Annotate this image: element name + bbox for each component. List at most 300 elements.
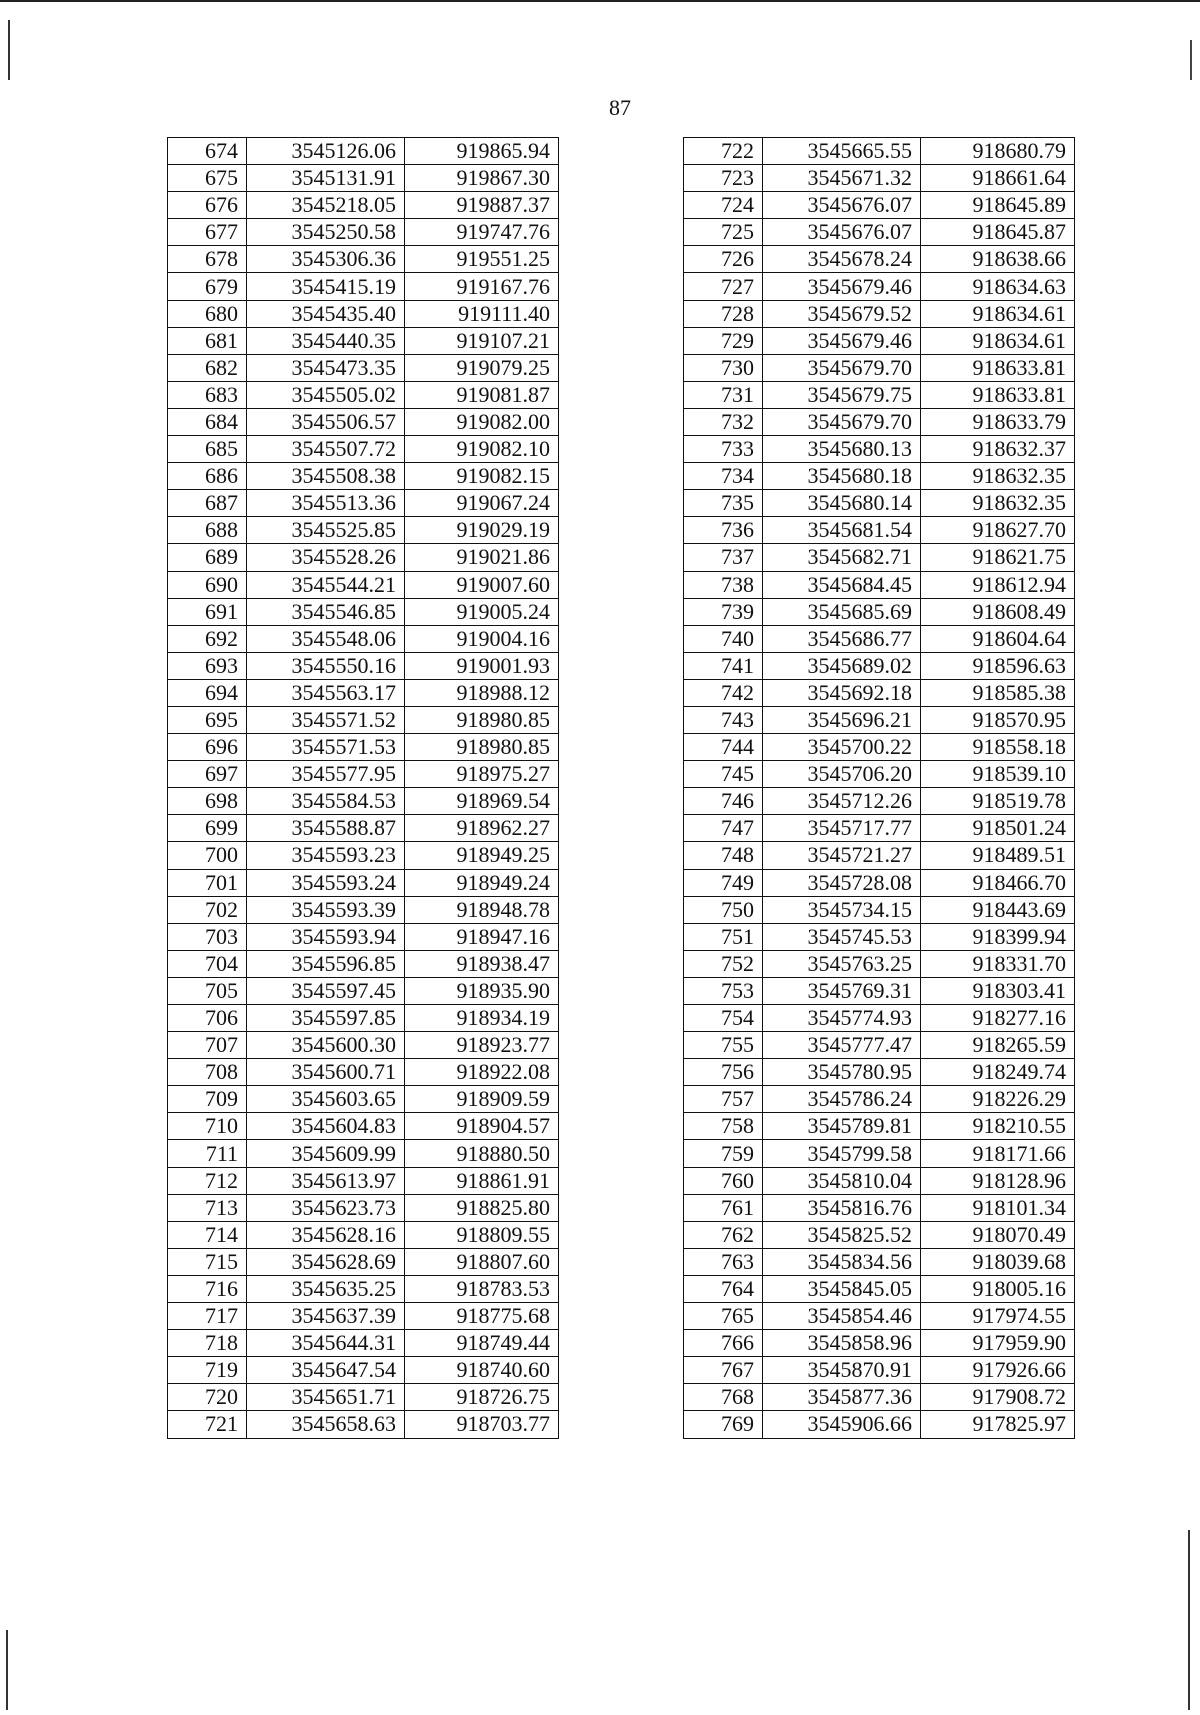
x-coordinate-cell: 3545600.30 (247, 1032, 405, 1059)
point-number-cell: 732 (684, 408, 763, 435)
point-number-cell: 684 (168, 408, 247, 435)
point-number-cell: 750 (684, 896, 763, 923)
x-coordinate-cell: 3545789.81 (763, 1113, 921, 1140)
x-coordinate-cell: 3545508.38 (247, 463, 405, 490)
point-number-cell: 735 (684, 490, 763, 517)
y-coordinate-cell: 918039.68 (921, 1248, 1075, 1275)
y-coordinate-cell: 918749.44 (405, 1330, 559, 1357)
point-number-cell: 738 (684, 571, 763, 598)
x-coordinate-cell: 3545685.69 (763, 598, 921, 625)
y-coordinate-cell: 918947.16 (405, 923, 559, 950)
table-row (168, 544, 559, 571)
y-coordinate-cell: 918703.77 (405, 1411, 559, 1438)
point-number-cell: 761 (684, 1194, 763, 1221)
y-coordinate-cell: 918825.80 (405, 1194, 559, 1221)
table-row (168, 381, 559, 408)
table-row (168, 679, 559, 706)
table-row (168, 1411, 559, 1438)
table-row (168, 950, 559, 977)
point-number-cell: 699 (168, 815, 247, 842)
y-coordinate-cell: 918399.94 (921, 923, 1075, 950)
y-coordinate-cell: 918935.90 (405, 977, 559, 1004)
point-number-cell: 739 (684, 598, 763, 625)
x-coordinate-cell: 3545816.76 (763, 1194, 921, 1221)
table-body (168, 138, 559, 1439)
table-row (168, 1086, 559, 1113)
table-row (684, 544, 1075, 571)
y-coordinate-cell: 918621.75 (921, 544, 1075, 571)
x-coordinate-cell: 3545563.17 (247, 679, 405, 706)
y-coordinate-cell: 918070.49 (921, 1221, 1075, 1248)
y-coordinate-cell: 918980.85 (405, 706, 559, 733)
x-coordinate-cell: 3545825.52 (763, 1221, 921, 1248)
y-coordinate-cell: 918277.16 (921, 1005, 1075, 1032)
table-row (168, 490, 559, 517)
x-coordinate-cell: 3545658.63 (247, 1411, 405, 1438)
point-number-cell: 687 (168, 490, 247, 517)
x-coordinate-cell: 3545571.53 (247, 734, 405, 761)
point-number-cell: 691 (168, 598, 247, 625)
y-coordinate-cell: 918101.34 (921, 1194, 1075, 1221)
table-row (168, 354, 559, 381)
point-number-cell: 698 (168, 788, 247, 815)
y-coordinate-cell: 919082.10 (405, 436, 559, 463)
table-row (684, 761, 1075, 788)
x-coordinate-cell: 3545877.36 (763, 1384, 921, 1411)
table-row (168, 625, 559, 652)
x-coordinate-cell: 3545686.77 (763, 625, 921, 652)
table-row (168, 327, 559, 354)
point-number-cell: 706 (168, 1005, 247, 1032)
scan-border-top (0, 0, 1200, 2)
point-number-cell: 676 (168, 192, 247, 219)
table-row (168, 1303, 559, 1330)
point-number-cell: 688 (168, 517, 247, 544)
point-number-cell: 734 (684, 463, 763, 490)
table-row (684, 1248, 1075, 1275)
point-number-cell: 728 (684, 300, 763, 327)
table-row (168, 1221, 559, 1248)
point-number-cell: 736 (684, 517, 763, 544)
x-coordinate-cell: 3545623.73 (247, 1194, 405, 1221)
x-coordinate-cell: 3545597.85 (247, 1005, 405, 1032)
point-number-cell: 714 (168, 1221, 247, 1248)
table-row (168, 1032, 559, 1059)
x-coordinate-cell: 3545131.91 (247, 165, 405, 192)
point-number-cell: 694 (168, 679, 247, 706)
point-number-cell: 743 (684, 706, 763, 733)
point-number-cell: 701 (168, 869, 247, 896)
x-coordinate-cell: 3545745.53 (763, 923, 921, 950)
y-coordinate-cell: 919551.25 (405, 246, 559, 273)
table-row (168, 652, 559, 679)
table-row (684, 517, 1075, 544)
page-number: 87 (609, 95, 631, 120)
table-row (684, 192, 1075, 219)
x-coordinate-cell: 3545637.39 (247, 1303, 405, 1330)
y-coordinate-cell: 919001.93 (405, 652, 559, 679)
x-coordinate-cell: 3545810.04 (763, 1167, 921, 1194)
y-coordinate-cell: 918604.64 (921, 625, 1075, 652)
table-row (684, 165, 1075, 192)
y-coordinate-cell: 918489.51 (921, 842, 1075, 869)
table-row (684, 598, 1075, 625)
y-coordinate-cell: 918633.81 (921, 354, 1075, 381)
point-number-cell: 754 (684, 1005, 763, 1032)
point-number-cell: 697 (168, 761, 247, 788)
y-coordinate-cell: 918632.35 (921, 490, 1075, 517)
x-coordinate-cell: 3545696.21 (763, 706, 921, 733)
x-coordinate-cell: 3545218.05 (247, 192, 405, 219)
point-number-cell: 768 (684, 1384, 763, 1411)
table-row (684, 1032, 1075, 1059)
x-coordinate-cell: 3545525.85 (247, 517, 405, 544)
y-coordinate-cell: 919865.94 (405, 138, 559, 165)
y-coordinate-cell: 918909.59 (405, 1086, 559, 1113)
point-number-cell: 675 (168, 165, 247, 192)
table-row (168, 706, 559, 733)
point-number-cell: 755 (684, 1032, 763, 1059)
y-coordinate-cell: 919107.21 (405, 327, 559, 354)
table-row (684, 1330, 1075, 1357)
table-row (684, 381, 1075, 408)
y-coordinate-cell: 919081.87 (405, 381, 559, 408)
point-number-cell: 674 (168, 138, 247, 165)
table-row (684, 138, 1075, 165)
point-number-cell: 678 (168, 246, 247, 273)
table-row (684, 1140, 1075, 1167)
table-row (168, 1140, 559, 1167)
point-number-cell: 765 (684, 1303, 763, 1330)
table-row (684, 842, 1075, 869)
table-row (684, 734, 1075, 761)
table-row (168, 788, 559, 815)
x-coordinate-cell: 3545635.25 (247, 1275, 405, 1302)
table-row (684, 896, 1075, 923)
point-number-cell: 756 (684, 1059, 763, 1086)
point-number-cell: 724 (684, 192, 763, 219)
x-coordinate-cell: 3545774.93 (763, 1005, 921, 1032)
point-number-cell: 723 (684, 165, 763, 192)
y-coordinate-cell: 917908.72 (921, 1384, 1075, 1411)
y-coordinate-cell: 918634.61 (921, 327, 1075, 354)
point-number-cell: 689 (168, 544, 247, 571)
point-number-cell: 753 (684, 977, 763, 1004)
y-coordinate-cell: 917825.97 (921, 1411, 1075, 1438)
point-number-cell: 695 (168, 706, 247, 733)
x-coordinate-cell: 3545603.65 (247, 1086, 405, 1113)
table-row (168, 869, 559, 896)
point-number-cell: 677 (168, 219, 247, 246)
x-coordinate-cell: 3545440.35 (247, 327, 405, 354)
x-coordinate-cell: 3545799.58 (763, 1140, 921, 1167)
y-coordinate-cell: 918938.47 (405, 950, 559, 977)
x-coordinate-cell: 3545597.45 (247, 977, 405, 1004)
y-coordinate-cell: 918680.79 (921, 138, 1075, 165)
point-number-cell: 711 (168, 1140, 247, 1167)
point-number-cell: 749 (684, 869, 763, 896)
y-coordinate-cell: 918585.38 (921, 679, 1075, 706)
table-row (168, 1005, 559, 1032)
x-coordinate-cell: 3545596.85 (247, 950, 405, 977)
point-number-cell: 702 (168, 896, 247, 923)
table-row (168, 192, 559, 219)
x-coordinate-cell: 3545684.45 (763, 571, 921, 598)
x-coordinate-cell: 3545528.26 (247, 544, 405, 571)
x-coordinate-cell: 3545689.02 (763, 652, 921, 679)
x-coordinate-cell: 3545613.97 (247, 1167, 405, 1194)
y-coordinate-cell: 919005.24 (405, 598, 559, 625)
point-number-cell: 707 (168, 1032, 247, 1059)
point-number-cell: 767 (684, 1357, 763, 1384)
x-coordinate-cell: 3545546.85 (247, 598, 405, 625)
point-number-cell: 720 (168, 1384, 247, 1411)
point-number-cell: 733 (684, 436, 763, 463)
y-coordinate-cell: 918775.68 (405, 1303, 559, 1330)
point-number-cell: 681 (168, 327, 247, 354)
table-row (684, 977, 1075, 1004)
point-number-cell: 679 (168, 273, 247, 300)
table-row (684, 652, 1075, 679)
point-number-cell: 719 (168, 1357, 247, 1384)
x-coordinate-cell: 3545126.06 (247, 138, 405, 165)
table-row (168, 219, 559, 246)
table-row (168, 1059, 559, 1086)
table-row (168, 1167, 559, 1194)
point-number-cell: 759 (684, 1140, 763, 1167)
y-coordinate-cell: 918570.95 (921, 706, 1075, 733)
x-coordinate-cell: 3545577.95 (247, 761, 405, 788)
table-row (684, 273, 1075, 300)
point-number-cell: 752 (684, 950, 763, 977)
point-number-cell: 741 (684, 652, 763, 679)
table-body (684, 138, 1075, 1439)
y-coordinate-cell: 918501.24 (921, 815, 1075, 842)
y-coordinate-cell: 917974.55 (921, 1303, 1075, 1330)
x-coordinate-cell: 3545721.27 (763, 842, 921, 869)
table-row (684, 1411, 1075, 1438)
x-coordinate-cell: 3545834.56 (763, 1248, 921, 1275)
point-number-cell: 748 (684, 842, 763, 869)
table-row (168, 246, 559, 273)
y-coordinate-cell: 918726.75 (405, 1384, 559, 1411)
x-coordinate-cell: 3545679.75 (763, 381, 921, 408)
y-coordinate-cell: 918740.60 (405, 1357, 559, 1384)
y-coordinate-cell: 918249.74 (921, 1059, 1075, 1086)
x-coordinate-cell: 3545734.15 (763, 896, 921, 923)
y-coordinate-cell: 918645.87 (921, 219, 1075, 246)
point-number-cell: 700 (168, 842, 247, 869)
table-row (684, 1221, 1075, 1248)
y-coordinate-cell: 919082.15 (405, 463, 559, 490)
table-row (684, 436, 1075, 463)
y-coordinate-cell: 918226.29 (921, 1086, 1075, 1113)
x-coordinate-cell: 3545728.08 (763, 869, 921, 896)
table-row (168, 517, 559, 544)
y-coordinate-cell: 918005.16 (921, 1275, 1075, 1302)
table-row (684, 950, 1075, 977)
y-coordinate-cell: 918645.89 (921, 192, 1075, 219)
table-row (168, 734, 559, 761)
point-number-cell: 682 (168, 354, 247, 381)
y-coordinate-cell: 919887.37 (405, 192, 559, 219)
table-row (684, 1005, 1075, 1032)
x-coordinate-cell: 3545854.46 (763, 1303, 921, 1330)
x-coordinate-cell: 3545647.54 (247, 1357, 405, 1384)
x-coordinate-cell: 3545676.07 (763, 219, 921, 246)
y-coordinate-cell: 918975.27 (405, 761, 559, 788)
coordinate-table-right (683, 137, 1075, 1439)
y-coordinate-cell: 918948.78 (405, 896, 559, 923)
point-number-cell: 717 (168, 1303, 247, 1330)
point-number-cell: 713 (168, 1194, 247, 1221)
table-row (168, 408, 559, 435)
x-coordinate-cell: 3545571.52 (247, 706, 405, 733)
table-row (684, 571, 1075, 598)
x-coordinate-cell: 3545845.05 (763, 1275, 921, 1302)
x-coordinate-cell: 3545712.26 (763, 788, 921, 815)
point-number-cell: 708 (168, 1059, 247, 1086)
x-coordinate-cell: 3545505.02 (247, 381, 405, 408)
y-coordinate-cell: 918661.64 (921, 165, 1075, 192)
x-coordinate-cell: 3545679.70 (763, 408, 921, 435)
table-row (168, 842, 559, 869)
x-coordinate-cell: 3545628.69 (247, 1248, 405, 1275)
y-coordinate-cell: 919021.86 (405, 544, 559, 571)
y-coordinate-cell: 919167.76 (405, 273, 559, 300)
x-coordinate-cell: 3545780.95 (763, 1059, 921, 1086)
table-row (168, 273, 559, 300)
point-number-cell: 709 (168, 1086, 247, 1113)
x-coordinate-cell: 3545593.24 (247, 869, 405, 896)
point-number-cell: 737 (684, 544, 763, 571)
table-row (684, 490, 1075, 517)
table-row (684, 408, 1075, 435)
point-number-cell: 747 (684, 815, 763, 842)
y-coordinate-cell: 918171.66 (921, 1140, 1075, 1167)
x-coordinate-cell: 3545665.55 (763, 138, 921, 165)
table-row (684, 1113, 1075, 1140)
table-row (168, 165, 559, 192)
scan-border-left-bottom (6, 1630, 8, 1710)
x-coordinate-cell: 3545786.24 (763, 1086, 921, 1113)
x-coordinate-cell: 3545544.21 (247, 571, 405, 598)
y-coordinate-cell: 918627.70 (921, 517, 1075, 544)
x-coordinate-cell: 3545584.53 (247, 788, 405, 815)
y-coordinate-cell: 919111.40 (405, 300, 559, 327)
table-row (168, 1384, 559, 1411)
table-row (168, 1357, 559, 1384)
y-coordinate-cell: 918969.54 (405, 788, 559, 815)
point-number-cell: 745 (684, 761, 763, 788)
table-row (168, 598, 559, 625)
y-coordinate-cell: 918922.08 (405, 1059, 559, 1086)
table-row (684, 219, 1075, 246)
y-coordinate-cell: 918443.69 (921, 896, 1075, 923)
x-coordinate-cell: 3545679.46 (763, 273, 921, 300)
y-coordinate-cell: 919029.19 (405, 517, 559, 544)
y-coordinate-cell: 918923.77 (405, 1032, 559, 1059)
y-coordinate-cell: 918331.70 (921, 950, 1075, 977)
scan-border-right (1190, 40, 1192, 80)
point-number-cell: 693 (168, 652, 247, 679)
x-coordinate-cell: 3545679.70 (763, 354, 921, 381)
x-coordinate-cell: 3545763.25 (763, 950, 921, 977)
x-coordinate-cell: 3545435.40 (247, 300, 405, 327)
y-coordinate-cell: 918612.94 (921, 571, 1075, 598)
y-coordinate-cell: 918962.27 (405, 815, 559, 842)
x-coordinate-cell: 3545628.16 (247, 1221, 405, 1248)
x-coordinate-cell: 3545679.52 (763, 300, 921, 327)
point-number-cell: 718 (168, 1330, 247, 1357)
point-number-cell: 703 (168, 923, 247, 950)
table-row (168, 815, 559, 842)
table-row (684, 815, 1075, 842)
x-coordinate-cell: 3545306.36 (247, 246, 405, 273)
x-coordinate-cell: 3545507.72 (247, 436, 405, 463)
x-coordinate-cell: 3545769.31 (763, 977, 921, 1004)
y-coordinate-cell: 919007.60 (405, 571, 559, 598)
x-coordinate-cell: 3545679.46 (763, 327, 921, 354)
table-row (684, 1086, 1075, 1113)
x-coordinate-cell: 3545600.71 (247, 1059, 405, 1086)
point-number-cell: 740 (684, 625, 763, 652)
y-coordinate-cell: 918128.96 (921, 1167, 1075, 1194)
y-coordinate-cell: 918861.91 (405, 1167, 559, 1194)
x-coordinate-cell: 3545671.32 (763, 165, 921, 192)
table-row (168, 1113, 559, 1140)
table-row (168, 1248, 559, 1275)
scan-border-right-bottom (1188, 1530, 1190, 1710)
table-row (168, 463, 559, 490)
x-coordinate-cell: 3545593.23 (247, 842, 405, 869)
table-row (684, 923, 1075, 950)
y-coordinate-cell: 918632.35 (921, 463, 1075, 490)
y-coordinate-cell: 918539.10 (921, 761, 1075, 788)
table-row (168, 138, 559, 165)
point-number-cell: 696 (168, 734, 247, 761)
x-coordinate-cell: 3545777.47 (763, 1032, 921, 1059)
x-coordinate-cell: 3545706.20 (763, 761, 921, 788)
x-coordinate-cell: 3545692.18 (763, 679, 921, 706)
x-coordinate-cell: 3545651.71 (247, 1384, 405, 1411)
y-coordinate-cell: 918632.37 (921, 436, 1075, 463)
point-number-cell: 692 (168, 625, 247, 652)
point-number-cell: 727 (684, 273, 763, 300)
point-number-cell: 757 (684, 1086, 763, 1113)
point-number-cell: 716 (168, 1275, 247, 1302)
x-coordinate-cell: 3545700.22 (763, 734, 921, 761)
point-number-cell: 725 (684, 219, 763, 246)
x-coordinate-cell: 3545644.31 (247, 1330, 405, 1357)
x-coordinate-cell: 3545609.99 (247, 1140, 405, 1167)
x-coordinate-cell: 3545548.06 (247, 625, 405, 652)
y-coordinate-cell: 918608.49 (921, 598, 1075, 625)
table-row (684, 706, 1075, 733)
point-number-cell: 731 (684, 381, 763, 408)
x-coordinate-cell: 3545680.14 (763, 490, 921, 517)
point-number-cell: 742 (684, 679, 763, 706)
point-number-cell: 729 (684, 327, 763, 354)
y-coordinate-cell: 919867.30 (405, 165, 559, 192)
x-coordinate-cell: 3545513.36 (247, 490, 405, 517)
y-coordinate-cell: 917959.90 (921, 1330, 1075, 1357)
point-number-cell: 690 (168, 571, 247, 598)
x-coordinate-cell: 3545593.94 (247, 923, 405, 950)
table-row (684, 1194, 1075, 1221)
y-coordinate-cell: 917926.66 (921, 1357, 1075, 1384)
table-row (168, 571, 559, 598)
